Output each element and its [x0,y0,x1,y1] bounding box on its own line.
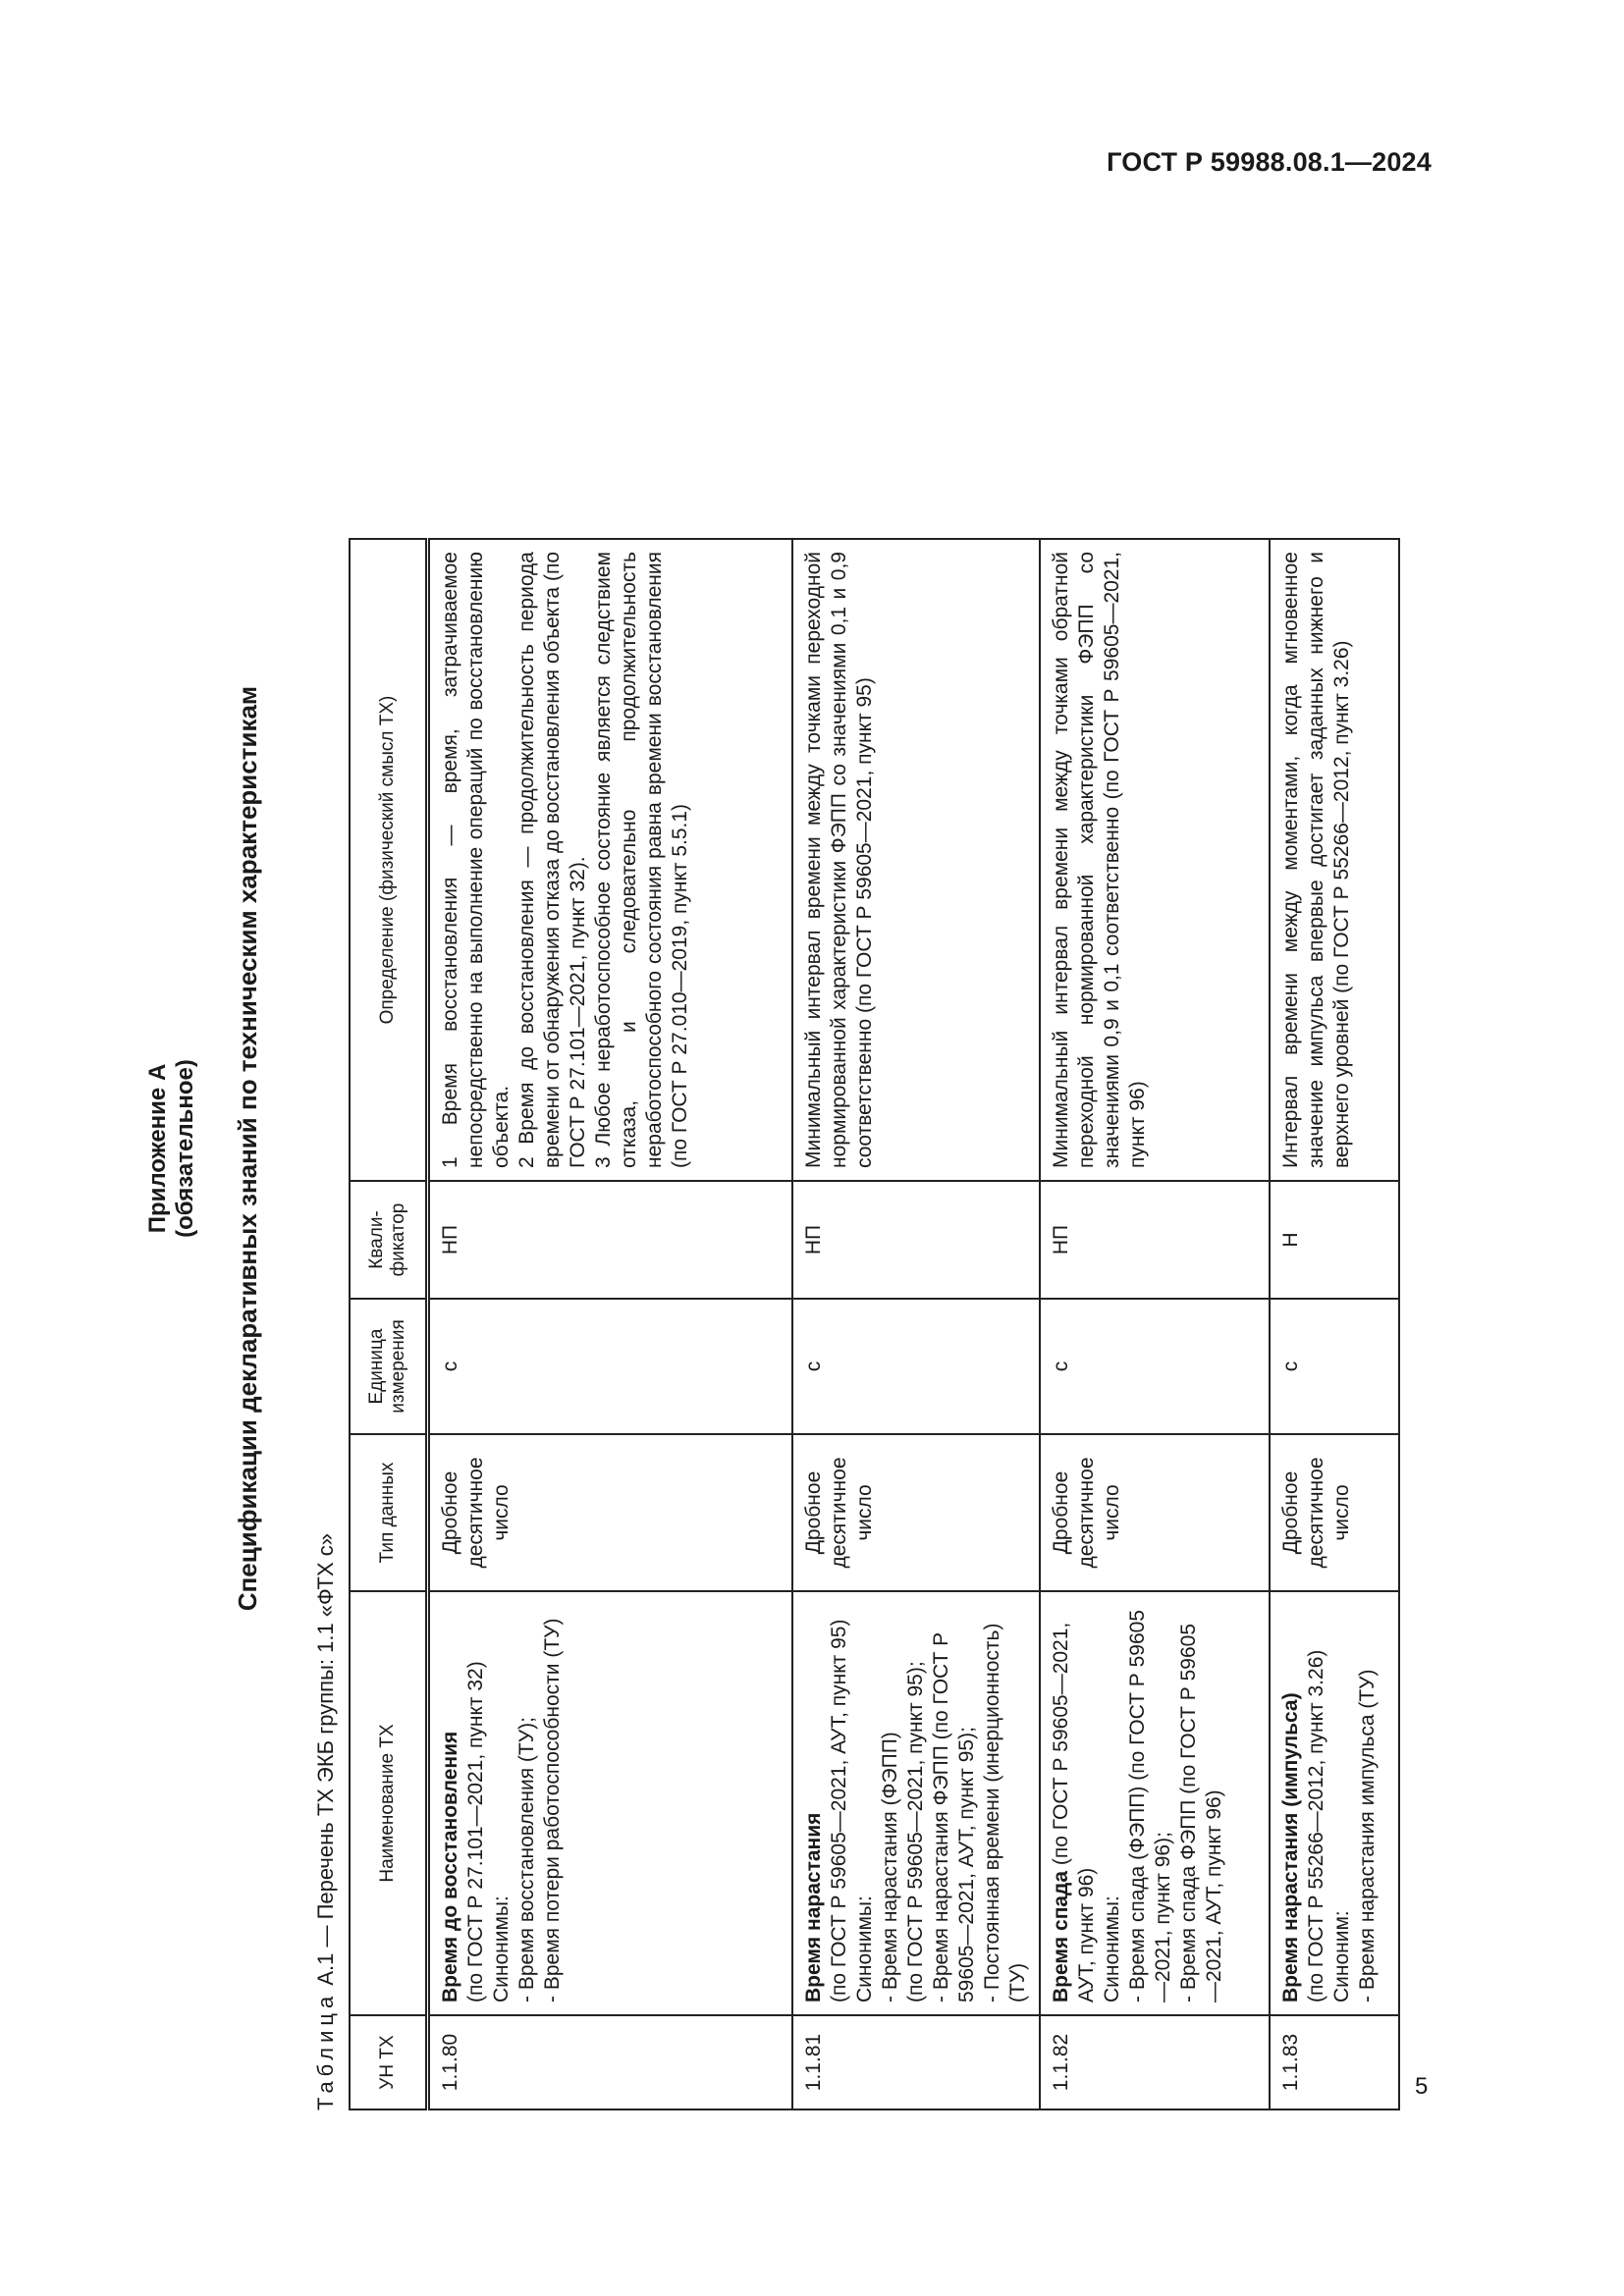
name-line: Синонимы: [490,1896,513,2002]
cell-name [792,1591,1040,2015]
cell-unit: с [1270,1299,1399,1434]
definition-line: 2 Время до восстановления — продолжительность периода времени от обнаружения отказа до восстановления объекта (по ГОСТ Р 27.101—2021, пункт 32). [515,552,589,1168]
name-title: Время нарастания [802,1812,825,2002]
name-line: - Постоянная времени (инерционность) (ТУ) [981,1623,1029,2002]
cell-qualifier: НП [792,1181,1040,1299]
name-line: (по ГОСТ Р 55266—2012, пункт 3.26) [1305,1649,1327,2002]
name-line: (по ГОСТ Р 59605—2021, АУТ, пункт 96) [1050,1622,1098,2002]
cell-id: 1.1.80 [428,2015,793,2109]
name-line: - Время нарастания (ФЭПП) [879,1732,901,2002]
table-caption-prefix: Таблица [313,1991,338,2110]
definition-line: 3 Любое неработоспособное состояние является следствием отказа, и следовательно продолжительность неработоспособного состояния равна времени восстановления (по ГОСТ Р 27.010—2019, пункт 5.5.1) [592,552,691,1168]
page-number: 5 [1415,2073,1429,2100]
column-header-id: УН ТХ [350,2015,428,2109]
annex-title: Приложение А [144,1063,171,1234]
cell-id: 1.1.83 [1270,2015,1399,2109]
column-header-definition: Определение (физический смысл ТХ) [350,539,428,1181]
cell-type: Дробное десятичное число [1270,1434,1399,1591]
document-header: ГОСТ Р 59988.08.1—2024 [1107,147,1432,177]
cell-qualifier: НП [1040,1181,1270,1299]
cell-definition [1270,539,1399,1181]
name-line: - Время нарастания импульса (ТУ) [1356,1669,1379,2002]
definition-line: Интервал времени между моментами, когда мгновенное значение импульса впервые достигает заданных нижнего и верхнего уровней (по ГОСТ Р 55266—2012, пункт 3.26) [1279,552,1353,1168]
name-line: - Время нарастания ФЭПП (по ГОСТ Р 59605—2021, АУТ, пункт 95); [930,1631,978,2002]
name-line: Синонимы: [1101,1896,1123,2002]
table-header-row [350,539,428,2109]
column-header-name: Наименование ТХ [350,1591,428,2015]
section-title: Спецификации декларативных знаний по техническим характеристикам [233,685,262,1612]
table-caption-text: А.1 — Перечень ТХ ЭКБ группы: 1.1 «ФТХ с» [313,1533,338,1992]
cell-name [1270,1591,1399,2015]
table-caption [313,1533,339,2110]
name-line: - Время восстановления (ТУ); [515,1717,538,2002]
cell-unit: с [792,1299,1040,1434]
name-line: Синоним: [1330,1910,1353,2002]
name-line: - Время спада (ФЭПП) (по ГОСТ Р 59605—2021, пункт 96); [1126,1610,1174,2002]
name-title: Время спада [1050,1870,1072,2002]
rotated-page-content [144,187,1480,2110]
cell-definition [428,539,793,1181]
cell-id: 1.1.81 [792,2015,1040,2109]
cell-name [428,1591,793,2015]
definition-line: Минимальный интервал времени между точками переходной нормированной характеристики ФЭПП со значениями 0,1 и 0,9 соответственно (по ГОСТ Р 59605—2021, пункт 95) [802,552,876,1168]
annex-status: (обязательное) [172,1059,198,1238]
cell-id: 1.1.82 [1040,2015,1270,2109]
cell-definition [792,539,1040,1181]
column-header-unit: Единица измерения [350,1299,428,1434]
cell-qualifier: НП [428,1181,793,1299]
table-row [1040,539,1270,2109]
cell-name [1040,1591,1270,2015]
specification-table [349,538,1400,2110]
cell-type: Дробное десятичное число [792,1434,1040,1591]
column-header-qualifier: Квали-фикатор [350,1181,428,1299]
definition-line: 1 Время восстановления — время, затрачиваемое непосредственно на выполнение операций по восстановлению объекта. [439,552,513,1168]
name-line: (по ГОСТ Р 59605—2021, АУТ, пункт 95) [828,1619,850,2002]
table-row [1270,539,1399,2109]
name-heading [1049,1604,1100,2002]
cell-type: Дробное десятичное число [428,1434,793,1591]
annex-heading [144,187,199,2110]
cell-qualifier: Н [1270,1181,1399,1299]
column-header-type: Тип данных [350,1434,428,1591]
name-line: - Время спада ФЭПП (по ГОСТ Р 59605—2021, АУТ, пункт 96) [1177,1623,1225,2002]
name-line: - Время потери работоспособности (ТУ) [541,1618,564,2002]
table-row [792,539,1040,2109]
cell-unit: с [428,1299,793,1434]
definition-line: Минимальный интервал времени между точками обратной переходной нормированной характеристики ФЭПП со значениями 0,9 и 0,1 соответственно (по ГОСТ Р 59605—2021, пункт 96) [1050,552,1149,1168]
name-title: Время нарастания (импульса) [1279,1692,1302,2002]
cell-type: Дробное десятичное число [1040,1434,1270,1591]
cell-unit: с [1040,1299,1270,1434]
name-line: Синонимы: [853,1896,876,2002]
name-line: (по ГОСТ Р 59605—2021, пункт 95); [904,1661,927,2002]
table-row [428,539,793,2109]
name-line: (по ГОСТ Р 27.101—2021, пункт 32) [464,1661,487,2002]
name-title: Время до восстановления [439,1731,461,2002]
cell-definition [1040,539,1270,1181]
